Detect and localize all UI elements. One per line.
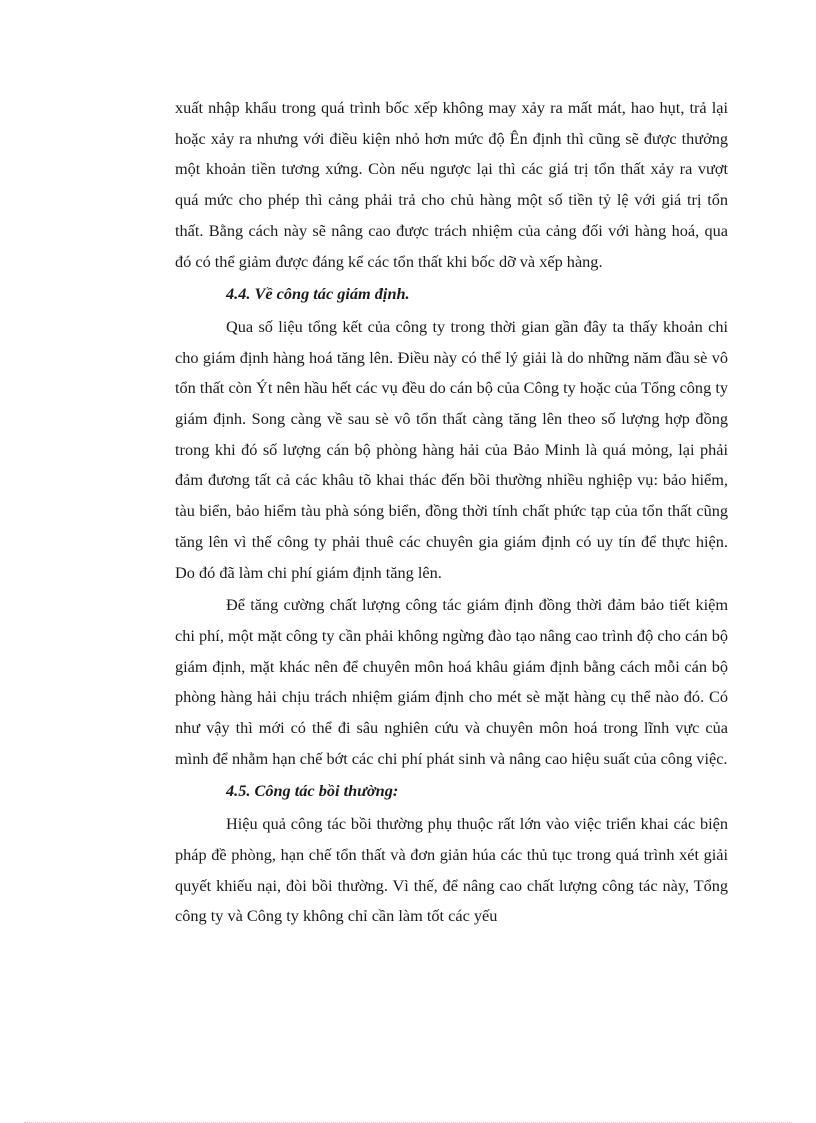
paragraph-continued: xuất nhập khẩu trong quá trình bốc xếp không may xảy ra mất mát, hao hụt, trả lại hoặc xảy ra nhưng với điều kiện nhỏ hơn mức độ Ên định thì cũng sẽ được thưởng một khoản tiền tương xứng. Còn nếu ngược lại thì các giá trị tổn thất xảy ra vượt quá mức cho phép thì cảng phải trả cho chủ hàng một số tiền tỷ lệ với giá trị tổn thất. Bằng cách này sẽ nâng cao được trách nhiệm của cảng đối với hàng hoá, qua đó có thể giảm được đáng kể các tổn thất khi bốc dỡ và xếp hàng.	[175, 98, 728, 271]
section-heading-4-5: 4.5. Công tác bồi thường:	[226, 781, 399, 801]
paragraph-4-4-1: Qua số liệu tổng kết của công ty trong thời gian gần đây ta thấy khoản chi cho giám định hàng hoá tăng lên. Điều này có thể lý giải là do những năm đầu sè vô tổn thất còn Ýt nên hầu hết các vụ đều do cán bộ của Công ty hoặc của Tổng công ty giám định. Song càng về sau sè vô tổn thất càng tăng lên theo số lượng hợp đồng trong khi đó số lượng cán bộ phòng hàng hải của Bảo Minh là quá mỏng, lại phải đảm đương tất cả các khâu tõ khai thác đến bồi thường nhiều nghiệp vụ: bảo hiểm, tàu biển, bảo hiểm tàu phà sóng biển, đồng thời tính chất phức tạp của tổn thất cũng tăng lên vì thế công ty phải thuê các chuyên gia giám định có uy tín để thực hiện. Do đó đã làm chi phí giám định tăng lên.	[175, 316, 728, 582]
section-heading-4-4: 4.4. Về công tác giám định.	[226, 284, 410, 304]
paragraph-4-5-1: Hiệu quả công tác bồi thường phụ thuộc rất lớn vào việc triển khai các biện pháp đề phòng, hạn chế tổn thất và đơn giản húa các thủ tục trong quá trình xét giải quyết khiếu nại, đòi bồi thường. Vì thế, để nâng cao chất lượng công tác này, Tổng công ty và Công ty không chỉ cần làm tốt các yếu	[175, 814, 728, 926]
document-page	[175, 93, 728, 934]
paragraph-4-4-2: Để tăng cường chất lượng công tác giám định đồng thời đảm bảo tiết kiệm chi phí, một mặt công ty cần phải không ngừng đào tạo nâng cao trình độ cho cán bộ giám định, mặt khác nên để chuyên môn hoá khâu giám định bằng cách mỗi cán bộ phòng hàng hải chịu trách nhiệm giám định cho mét sè mặt hàng cụ thể nào đó. Có như vậy thì mới có thể đi sâu nghiên cứu và chuyên môn hoá trong lĩnh vực của mình để nhằm hạn chế bớt các chi phí phát sinh và nâng cao hiệu suất của công việc.	[175, 595, 728, 768]
